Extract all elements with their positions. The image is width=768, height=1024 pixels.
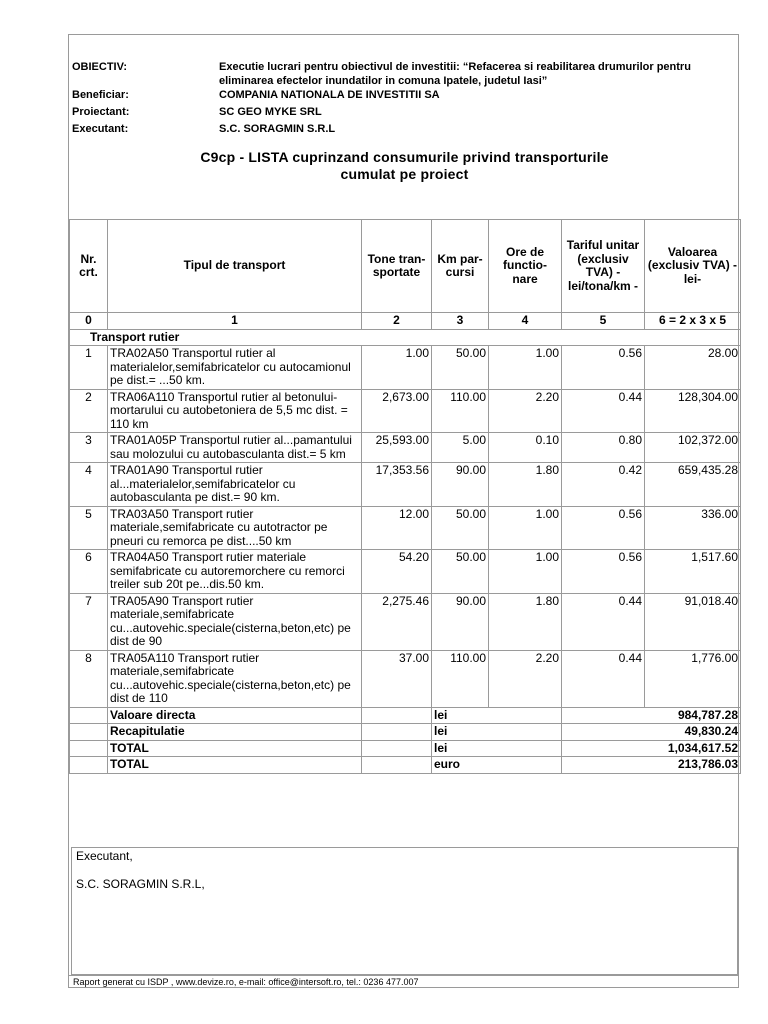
- beneficiary-value: COMPANIA NATIONALA DE INVESTITII SA: [219, 89, 440, 101]
- row-value: 28.00: [645, 346, 741, 390]
- row-number: 4: [70, 463, 108, 507]
- row-value: 128,304.00: [645, 389, 741, 433]
- total-row: [70, 707, 741, 724]
- beneficiary-label: Beneficiar:: [72, 89, 129, 101]
- total-label: TOTAL: [108, 757, 362, 774]
- total-spacer: [362, 740, 432, 757]
- table-row: [70, 389, 741, 433]
- total-spacer: [70, 740, 108, 757]
- column-number-row: [70, 313, 741, 330]
- row-number: 2: [70, 389, 108, 433]
- signature-company: S.C. SORAGMIN S.R.L,: [76, 877, 205, 891]
- row-value: 336.00: [645, 506, 741, 550]
- total-spacer: [70, 724, 108, 741]
- table-row: [70, 506, 741, 550]
- col-number: 0: [70, 313, 108, 330]
- row-description: TRA01A05P Transportul rutier al...pamantului sau molozului cu autobasculanta dist.= 5 km: [108, 433, 362, 463]
- col-number: 6 = 2 x 3 x 5: [645, 313, 741, 330]
- designer-value: SC GEO MYKE SRL: [219, 106, 322, 118]
- row-tons: 17,353.56: [362, 463, 432, 507]
- col-header-value: Valoarea (exclusiv TVA) -lei-: [645, 220, 741, 313]
- total-row: [70, 740, 741, 757]
- col-number: 3: [432, 313, 489, 330]
- row-hours: 1.80: [489, 463, 562, 507]
- row-tons: 12.00: [362, 506, 432, 550]
- row-number: 6: [70, 550, 108, 594]
- total-row: [70, 724, 741, 741]
- designer-label: Proiectant:: [72, 106, 130, 118]
- row-value: 1,776.00: [645, 650, 741, 707]
- col-number: 4: [489, 313, 562, 330]
- row-km: 50.00: [432, 550, 489, 594]
- total-spacer: [362, 707, 432, 724]
- row-hours: 2.20: [489, 389, 562, 433]
- total-row: [70, 757, 741, 774]
- row-km: 90.00: [432, 593, 489, 650]
- row-hours: 2.20: [489, 650, 562, 707]
- col-header-rate: Tariful unitar (exclusiv TVA) -lei/tona/km -: [562, 220, 645, 313]
- row-tons: 1.00: [362, 346, 432, 390]
- signature-role: Executant,: [76, 849, 133, 863]
- col-header-type: Tipul de transport: [108, 220, 362, 313]
- row-description: TRA05A110 Transport rutier materiale,semifabricate cu...autovehic.speciale(cisterna,beton,etc) pe dist de 110: [108, 650, 362, 707]
- objective-value: Executie lucrari pentru obiectivul de investitii: “Refacerea si reabilitarea drumurilor pentru eliminarea efectelor inundatilor in comuna Ipatele, judetul Iasi”: [219, 61, 691, 87]
- row-number: 8: [70, 650, 108, 707]
- row-km: 110.00: [432, 650, 489, 707]
- row-number: 5: [70, 506, 108, 550]
- col-header-nr: Nr. crt.: [70, 220, 108, 313]
- row-description: TRA02A50 Transportul rutier al materialelor,semifabricatelor cu autocamionul pe dist.= ...50 km.: [108, 346, 362, 390]
- row-km: 50.00: [432, 346, 489, 390]
- row-tons: 2,275.46: [362, 593, 432, 650]
- row-description: TRA04A50 Transport rutier materiale semifabricate cu autoremorchere cu remorci treiler sub 20t pe...dis.50 km.: [108, 550, 362, 594]
- row-rate: 0.44: [562, 389, 645, 433]
- transport-table: [69, 219, 741, 774]
- total-label: Valoare directa: [108, 707, 362, 724]
- total-value: 1,034,617.52: [562, 740, 741, 757]
- row-km: 90.00: [432, 463, 489, 507]
- col-number: 1: [108, 313, 362, 330]
- row-hours: 1.80: [489, 593, 562, 650]
- table-row: [70, 433, 741, 463]
- row-hours: 1.00: [489, 346, 562, 390]
- row-value: 659,435.28: [645, 463, 741, 507]
- row-value: 91,018.40: [645, 593, 741, 650]
- document-page: [68, 34, 739, 988]
- col-header-hours: Ore de functio- nare: [489, 220, 562, 313]
- row-km: 5.00: [432, 433, 489, 463]
- row-number: 7: [70, 593, 108, 650]
- contractor-value: S.C. SORAGMIN S.R.L: [219, 123, 336, 135]
- row-tons: 2,673.00: [362, 389, 432, 433]
- total-value: 49,830.24: [562, 724, 741, 741]
- row-rate: 0.42: [562, 463, 645, 507]
- row-number: 1: [70, 346, 108, 390]
- row-description: TRA03A50 Transport rutier materiale,semifabricate cu autotractor pe pneuri cu remorca pe dist....50 km: [108, 506, 362, 550]
- total-unit: lei: [432, 724, 562, 741]
- total-spacer: [70, 707, 108, 724]
- row-description: TRA06A110 Transportul rutier al betonului-mortarului cu autobetoniera de 5,5 mc dist. = 110 km: [108, 389, 362, 433]
- table-row: [70, 346, 741, 390]
- column-header-row: [70, 220, 741, 313]
- table-row: [70, 550, 741, 594]
- total-spacer: [362, 757, 432, 774]
- contractor-label: Executant:: [72, 123, 129, 135]
- row-km: 110.00: [432, 389, 489, 433]
- row-tons: 37.00: [362, 650, 432, 707]
- section-row: [70, 329, 741, 346]
- section-title: Transport rutier: [70, 329, 741, 346]
- row-hours: 0.10: [489, 433, 562, 463]
- row-km: 50.00: [432, 506, 489, 550]
- total-unit: lei: [432, 740, 562, 757]
- report-footer: Raport generat cu ISDP , www.devize.ro, e-mail: office@intersoft.ro, tel.: 0236 477.007: [69, 975, 738, 988]
- row-hours: 1.00: [489, 506, 562, 550]
- col-header-tons: Tone tran- sportate: [362, 220, 432, 313]
- objective-label: OBIECTIV:: [72, 61, 128, 73]
- row-tons: 54.20: [362, 550, 432, 594]
- row-value: 102,372.00: [645, 433, 741, 463]
- total-unit: lei: [432, 707, 562, 724]
- total-label: TOTAL: [108, 740, 362, 757]
- row-rate: 0.56: [562, 506, 645, 550]
- total-unit: euro: [432, 757, 562, 774]
- row-value: 1,517.60: [645, 550, 741, 594]
- row-rate: 0.44: [562, 650, 645, 707]
- col-number: 5: [562, 313, 645, 330]
- row-rate: 0.80: [562, 433, 645, 463]
- page-title: [69, 149, 740, 183]
- title-line-1: C9cp - LISTA cuprinzand consumurile privind transporturile: [200, 149, 609, 165]
- row-description: TRA01A90 Transportul rutier al...materialelor,semifabricatelor cu autobasculanta pe dist.= 90 km.: [108, 463, 362, 507]
- row-rate: 0.44: [562, 593, 645, 650]
- total-value: 213,786.03: [562, 757, 741, 774]
- row-tons: 25,593.00: [362, 433, 432, 463]
- col-header-km: Km par- cursi: [432, 220, 489, 313]
- row-description: TRA05A90 Transport rutier materiale,semifabricate cu...autovehic.speciale(cisterna,beton,etc) pe dist de 90: [108, 593, 362, 650]
- title-line-2: cumulat pe proiect: [340, 166, 469, 182]
- signature-box: [71, 847, 738, 975]
- total-spacer: [70, 757, 108, 774]
- table-row: [70, 593, 741, 650]
- total-value: 984,787.28: [562, 707, 741, 724]
- total-spacer: [362, 724, 432, 741]
- col-number: 2: [362, 313, 432, 330]
- total-label: Recapitulatie: [108, 724, 362, 741]
- table-row: [70, 463, 741, 507]
- row-rate: 0.56: [562, 550, 645, 594]
- row-number: 3: [70, 433, 108, 463]
- row-hours: 1.00: [489, 550, 562, 594]
- table-row: [70, 650, 741, 707]
- row-rate: 0.56: [562, 346, 645, 390]
